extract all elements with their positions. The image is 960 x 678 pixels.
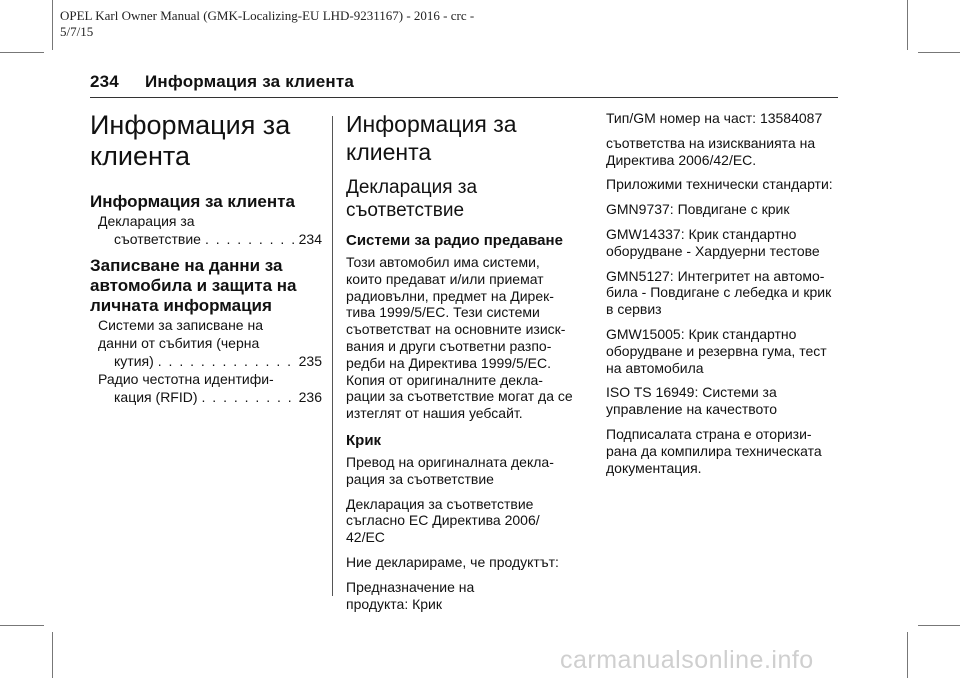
standards-paragraph: Приложими технически стандарти: — [606, 176, 833, 193]
toc-page-number: 236 — [298, 389, 322, 405]
standards-paragraph: Тип/GM номер на част: 13584087 — [606, 110, 823, 126]
crop-mark — [907, 0, 908, 50]
toc-entry-label: съответствие — [114, 231, 201, 247]
column-divider — [332, 116, 333, 596]
crop-mark — [918, 52, 960, 53]
jack-paragraph: Ние декларираме, че продуктът: — [346, 553, 559, 570]
crop-mark — [52, 0, 53, 50]
section-title: Информация за клиента — [346, 111, 517, 165]
leader-dots — [202, 388, 295, 406]
toc-column — [90, 110, 322, 406]
toc-entry-label: Радио честотна идентифи- — [98, 371, 274, 387]
toc-entry-label: кутия) — [114, 353, 154, 369]
meta-line-1: OPEL Karl Owner Manual (GMK-Localizing-EU LHD-9231167) - 2016 - crc - — [60, 8, 475, 23]
subsection-title: Декларация за съответствие — [346, 177, 478, 221]
chapter-title: Информация за клиента — [90, 110, 291, 171]
jack-heading: Крик — [346, 431, 382, 449]
crop-mark — [0, 625, 44, 626]
watermark: carmanualsonline.info — [560, 646, 814, 674]
crop-mark — [0, 52, 44, 53]
toc-entry[interactable] — [90, 370, 322, 406]
standards-paragraph: ISO TS 16949: Системи за управление на качеството — [606, 384, 778, 418]
crop-mark — [52, 632, 53, 678]
running-head-title: Информация за клиента — [144, 72, 355, 91]
document-meta-header — [60, 8, 520, 40]
toc-entry-label: Декларация за — [98, 213, 195, 229]
content-column-3 — [606, 110, 842, 476]
toc-entry-label: кация (RFID) — [114, 389, 198, 405]
toc-entry-label: Системи за записване на данни от събития (черна — [98, 317, 263, 351]
crop-mark — [907, 632, 908, 678]
jack-paragraph: Декларация за съответствие съгласно ЕС Директива 2006/ 42/ЕС — [346, 495, 540, 546]
meta-line-2: 5/7/15 — [60, 24, 94, 39]
standards-paragraph: съответства на изискванията на Директива 2006/42/ЕС. — [606, 134, 816, 168]
standards-paragraph: Подписалата страна е оторизи- рана да компилира техническата документация. — [606, 425, 822, 476]
toc-entry[interactable] — [90, 316, 322, 370]
toc-entry[interactable] — [90, 212, 322, 248]
toc-heading: Записване на данни за автомобила и защита на личната информация — [90, 256, 297, 315]
jack-paragraph: Превод на оригиналната декла- рация за съответствие — [346, 453, 554, 487]
page-number: 234 — [90, 72, 119, 91]
crop-mark — [918, 625, 960, 626]
standards-paragraph: GMN5127: Интегритет на автомо- била - Повдигане с лебедка и крик в сервиз — [606, 267, 832, 318]
jack-paragraph: Предназначение на продукта: Крик — [346, 578, 475, 612]
radio-heading: Системи за радио предаване — [346, 232, 563, 249]
radio-paragraph: Този автомобил има системи, които предават и/или приемат радиовълни, предмет на Дирек- тива 1999/5/ЕС. Тези системи съответстват на основните изиск- вания и други съответни разпо- редби на Директива 1999/5/ЕС. Копия от оригиналните декла- рации за съответствие могат да се изтеглят от нашия уебсайт. — [346, 254, 573, 422]
toc-page-number: 235 — [298, 353, 322, 369]
content-column-2 — [346, 110, 576, 612]
standards-paragraph: GMW15005: Крик стандартно оборудване и резервна гума, тест на автомобила — [606, 325, 827, 376]
leader-dots — [205, 230, 295, 248]
header-rule — [90, 97, 838, 98]
leader-dots — [158, 352, 295, 370]
toc-heading: Информация за клиента — [90, 192, 295, 211]
standards-paragraph: GMW14337: Крик стандартно оборудване - Хардуерни тестове — [606, 225, 820, 259]
toc-page-number: 234 — [298, 231, 322, 247]
running-head — [90, 72, 354, 92]
standards-paragraph: GMN9737: Повдигане с крик — [606, 201, 790, 218]
